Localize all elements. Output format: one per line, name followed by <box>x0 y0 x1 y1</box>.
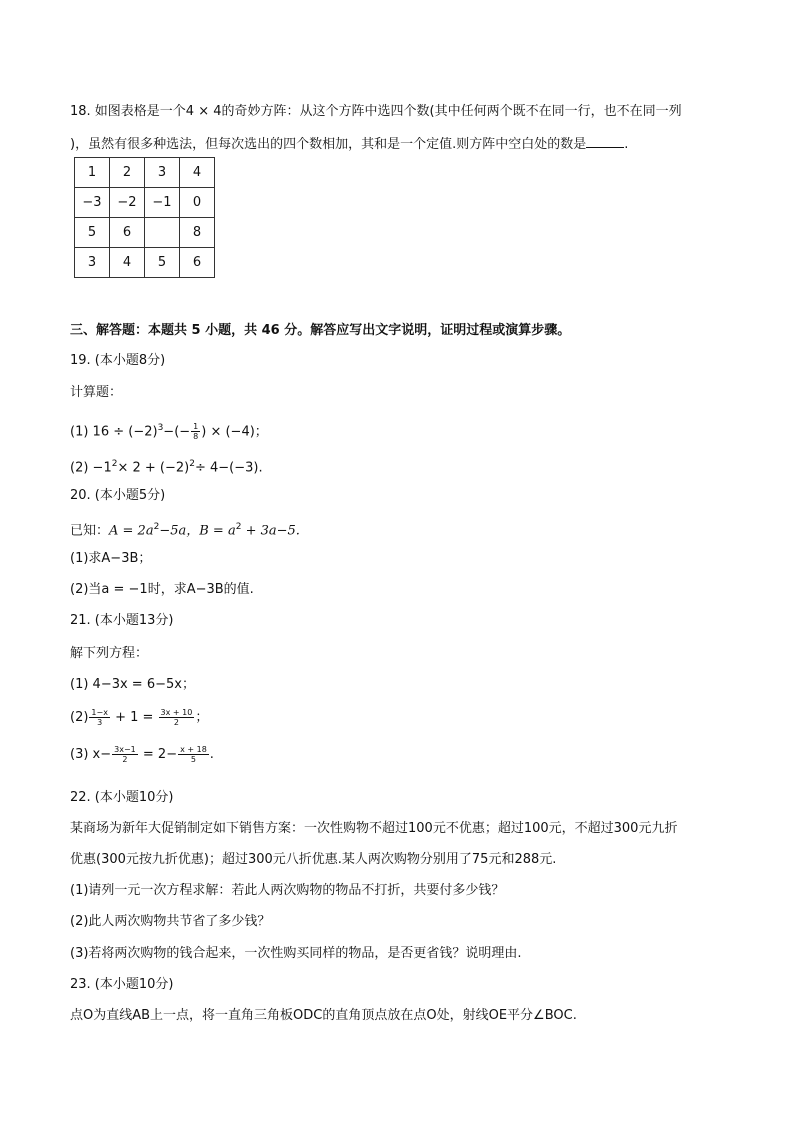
q21-part1: (1) 4−3x = 6−5x； <box>70 677 195 692</box>
q22-part3: (3)若将两次购物的钱合起来，一次性购买同样的物品，是否更省钱？说明理由. <box>70 946 522 961</box>
denominator: 2 <box>173 718 179 727</box>
q18-line2-text: )，虽然有很多种选法，但每次选出的四个数相加，其和是一个定值.则方阵中空白处的数是 <box>70 137 587 152</box>
table-cell: 5 <box>145 248 180 278</box>
table-cell: 3 <box>145 158 180 188</box>
q21-part2 <box>70 708 208 727</box>
q23-title: 23. (本小题10分) <box>70 977 174 992</box>
numerator: 1−x <box>91 708 108 717</box>
q19-part2 <box>70 455 263 477</box>
q22-part2: (2)此人两次购物共节省了多少钱？ <box>70 914 271 929</box>
fraction <box>178 745 209 764</box>
expr-text: (1) 16 ÷ (−2) <box>70 424 158 440</box>
expr-text: ) × (−4)； <box>201 424 268 440</box>
expr-text: ÷ 4−(−3). <box>194 460 263 476</box>
q18-line2-end: . <box>624 137 629 152</box>
numerator: 1 <box>193 422 199 432</box>
q22-part1: (1)请列一元一次方程求解：若此人两次购物的物品不打折，共要付多少钱？ <box>70 883 505 898</box>
expr-text: (2) −1 <box>70 460 112 476</box>
fraction <box>89 708 110 727</box>
q21-title: 21. (本小题13分) <box>70 613 174 628</box>
q22-title: 22. (本小题10分) <box>70 790 174 805</box>
table-row <box>75 248 215 278</box>
q23-text: 点O为直线AB上一点，将一直角三角板ODC的直角顶点放在点O处，射线OE平分∠BOC. <box>70 1008 577 1023</box>
table-cell: −3 <box>75 188 110 218</box>
exponent: 2 <box>153 522 160 532</box>
expr-text: . <box>209 747 214 762</box>
table-cell: 3 <box>75 248 110 278</box>
q20-part2: (2)当a = −1时，求A−3B的值. <box>70 582 254 597</box>
table-cell: 4 <box>180 158 215 188</box>
table-cell: 0 <box>180 188 215 218</box>
fraction <box>191 422 200 441</box>
table-cell-empty <box>145 218 180 248</box>
table-row <box>75 188 215 218</box>
expr-text: ； <box>195 710 209 725</box>
expr-text: + 3a−5. <box>241 523 300 539</box>
expr-text: −5a，B = a <box>159 523 236 539</box>
table-cell: 8 <box>180 218 215 248</box>
fraction <box>159 708 195 727</box>
q22-text1: 某商场为新年大促销制定如下销售方案：一次性购物不超过100元不优惠；超过100元，不超过300元九折 <box>70 821 678 836</box>
q20-known <box>70 518 300 540</box>
denominator: 2 <box>122 755 128 764</box>
table-cell: 1 <box>75 158 110 188</box>
table-cell: −1 <box>145 188 180 218</box>
expr-text: 已知： <box>70 523 110 539</box>
answer-blank <box>586 135 624 148</box>
exponent: 2 <box>111 459 118 469</box>
expr-text: × 2 + (−2) <box>117 460 190 476</box>
denominator: 5 <box>190 755 196 764</box>
q19-intro: 计算题： <box>70 385 123 400</box>
q20-part1: (1)求A−3B； <box>70 551 152 566</box>
numerator: x + 18 <box>180 745 207 754</box>
table-row <box>75 158 215 188</box>
section-heading: 三、解答题：本题共 5 小题，共 46 分。解答应写出文字说明，证明过程或演算步骤。 <box>70 323 571 338</box>
exponent: 2 <box>235 522 242 532</box>
table-row <box>75 218 215 248</box>
table-cell: −2 <box>110 188 145 218</box>
table-cell: 2 <box>110 158 145 188</box>
q19-part1 <box>70 419 268 441</box>
magic-square-table <box>74 157 215 278</box>
numerator: 3x + 10 <box>160 708 193 717</box>
table-cell: 4 <box>110 248 145 278</box>
expr-text: = 2− <box>138 747 178 762</box>
q21-intro: 解下列方程： <box>70 646 149 661</box>
fraction <box>112 745 138 764</box>
expr-text: A = 2a <box>109 523 154 539</box>
q20-title: 20. (本小题5分) <box>70 488 166 503</box>
exponent: 3 <box>157 423 164 433</box>
table-cell: 6 <box>180 248 215 278</box>
denominator: 3 <box>97 718 103 727</box>
q18-line1: 18. 如图表格是一个4 × 4的奇妙方阵：从这个方阵中选四个数(其中任何两个既不在同一行，也不在同一列 <box>70 104 682 119</box>
denominator: 8 <box>193 432 199 442</box>
expr-text: (3) x− <box>70 747 112 762</box>
expr-text: −(− <box>163 424 191 440</box>
exponent: 2 <box>189 459 195 469</box>
q22-text2: 优惠(300元按九折优惠)；超过300元八折优惠.某人两次购物分别用了75元和288元. <box>70 852 557 867</box>
table-cell: 5 <box>75 218 110 248</box>
q21-part3 <box>70 745 214 764</box>
expr-text: + 1 = <box>110 710 158 725</box>
q19-title: 19. (本小题8分) <box>70 353 166 368</box>
numerator: 3x−1 <box>114 745 136 754</box>
expr-text: (2) <box>70 710 89 725</box>
table-cell: 6 <box>110 218 145 248</box>
q18-line2 <box>70 135 628 154</box>
